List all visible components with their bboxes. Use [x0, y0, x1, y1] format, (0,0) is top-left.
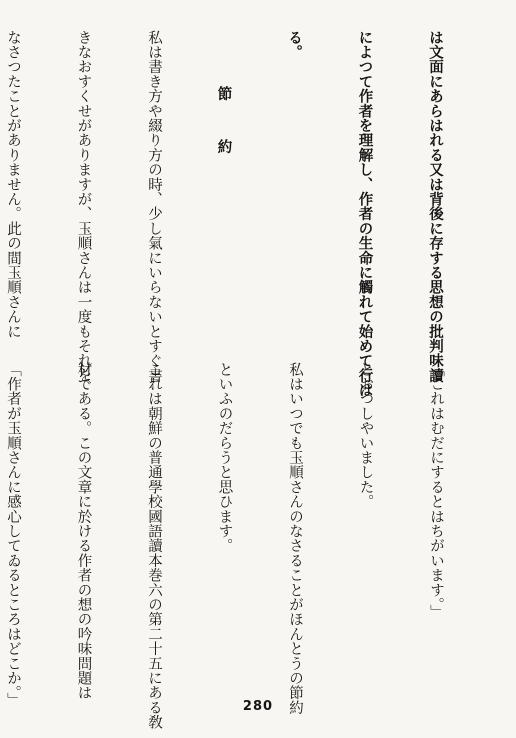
text-line: とおつしやいました。	[357, 362, 374, 509]
text-line: る。	[286, 30, 303, 60]
text-line: 材である。この文章に於ける作者の想の吟味問題は	[75, 362, 92, 701]
text-line: きなおすくせがありますが、玉順さんは一度もそれを	[75, 30, 92, 383]
upper-text-block	[5, 30, 494, 398]
text-line: これは朝鮮の普通學校國語讀本巻六の第二十五にある敎	[146, 362, 162, 730]
page-number: 280	[242, 699, 274, 714]
text-line: 私は書き方や綴り方の時、少し氣にいらないとすぐ書	[146, 30, 162, 383]
text-line: は文面にあらはれる又は背後に存する思想の批判味讀	[427, 30, 444, 383]
text-line: によつて作者を理解し、作者の生命に觸れて始めて行は	[356, 30, 374, 398]
section-heading: 節 約	[215, 86, 233, 166]
text-line: 「作者が玉順さんに感心してゐるところはどこか。」	[5, 362, 21, 708]
text-line: 「これはむだにするとはちがいます。」	[428, 362, 444, 620]
text-line: 私はいつでも玉順さんのなさることがほんとうの節約	[287, 362, 303, 715]
text-line: なさつたことがありません。此の間玉順さんに	[5, 30, 21, 339]
text-line: といふのだらうと思ひます。	[216, 362, 233, 554]
